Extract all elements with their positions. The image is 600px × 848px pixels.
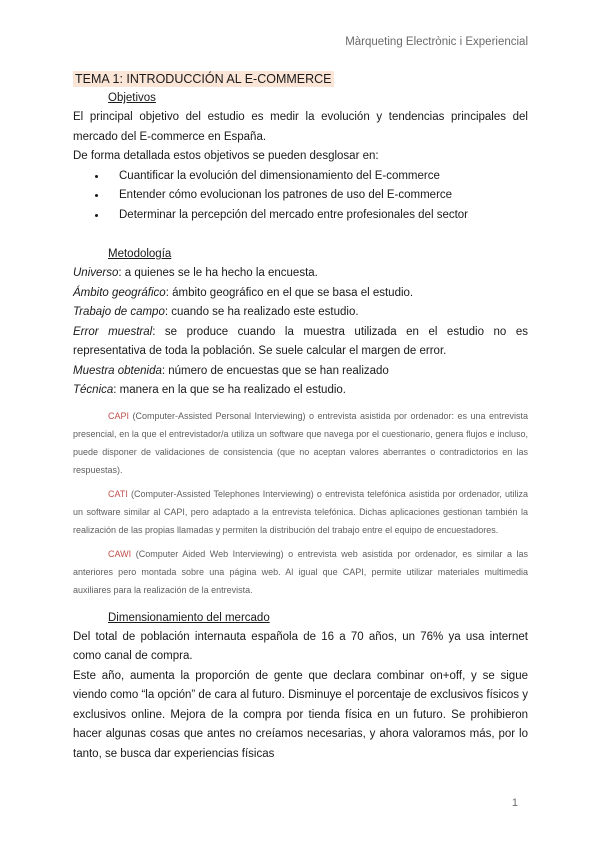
technique-acronym: CAPI [108, 410, 130, 421]
definition-term: Muestra obtenida [73, 364, 162, 377]
objetivos-lead: De forma detallada estos objetivos se pueden desglosar en: [73, 150, 379, 162]
technique-acronym: CATI [108, 488, 128, 499]
objetivos-list [73, 167, 528, 226]
list-item: • Determinar la percepción del mercado entre profesionales del sector [107, 206, 528, 226]
list-item: • Entender cómo evolucionan los patrones de uso del E-commerce [107, 186, 528, 206]
dimensionamiento-heading: Dimensionamiento del mercado [108, 611, 270, 624]
definition-muestra [73, 362, 528, 382]
definition-tecnica [73, 381, 528, 401]
page-number: 1 [511, 797, 518, 809]
definition-text: : se produce cuando la muestra utilizada en el estudio no es representativa de toda la población. Se suele calcular el margen de error. [73, 325, 528, 357]
definition-universo [73, 264, 528, 284]
definition-term: Error muestral [73, 325, 153, 338]
metodologia-heading: Metodología [108, 248, 172, 260]
definition-term: Universo [73, 267, 119, 279]
technique-text: (Computer-Assisted Personal Interviewing) o entrevista asistida por ordenador: es una entrevista presencial, en la que el entrevistador/a utiliza un software que navega por el cuestionario, genera flujos e incluso, puede disponer de validaciones de consistencia (que no aceptan valores aberrantes o contradictorios en las respuestas). [73, 410, 528, 475]
definition-term: Ámbito geográfico [73, 286, 166, 299]
definition-ambito [73, 284, 528, 304]
definition-text: : cuando se ha realizado este estudio. [164, 306, 359, 318]
definition-text: : número de encuestas que se han realizado [161, 364, 389, 377]
objetivos-intro: El principal objetivo del estudio es medir la evolución y tendencias principales del mercado del E-commerce en España. [73, 111, 528, 143]
technique-cawi [73, 545, 528, 599]
dimensionamiento-p1: Del total de población internauta española de 16 a 70 años, un 76% ya usa internet como canal de compra. [73, 630, 528, 662]
page-header: Màrqueting Electrònic i Experiencial [345, 36, 528, 48]
technique-text: (Computer-Assisted Telephones Interviewing) o entrevista telefónica asistida por ordenador, utiliza un software similar al CAPI, pero adaptado a la entrevista telefónica. Dichas aplicaciones gestionan también la realización de las propias llamadas y permiten la distribución del trabajo entre el equipo de encuestadores. [73, 488, 528, 535]
definition-text: : ámbito geográfico en el que se basa el estudio. [165, 286, 414, 299]
definition-term: Trabajo de campo [73, 306, 165, 318]
definition-term: Técnica [73, 384, 114, 396]
page-content [73, 70, 528, 764]
document-title: TEMA 1: INTRODUCCIÓN AL E-COMMERCE [75, 72, 332, 86]
objetivos-heading: Objetivos [108, 92, 156, 104]
definition-text: : manera en la que se ha realizado el estudio. [113, 384, 346, 396]
dimensionamiento-p2: Este año, aumenta la proporción de gente que declara combinar on+off, y se sigue viendo como “la opción” de cara al futuro. Disminuye el porcentaje de exclusivos físicos y exclusivos online. Mejora de la compra por tienda física en un futuro. Se prohibieron hacer algunas cosas que antes no creíamos necesarias, y ahora valoramos más, por lo tanto, se busca dar experiencias físicas [73, 669, 528, 760]
technique-acronym: CAWI [108, 548, 132, 559]
technique-text: (Computer Aided Web Interviewing) o entrevista web asistida por ordenador, es similar a las anteriores pero montada sobre una página web. Al igual que CAPI, permite utilizar materiales multimedia auxiliares para la realización de la entrevista. [73, 548, 528, 595]
technique-cati [73, 485, 528, 539]
definition-text: : a quienes se le ha hecho la encuesta. [118, 267, 318, 279]
technique-capi [73, 407, 528, 479]
list-item: • Cuantificar la evolución del dimensionamiento del E-commerce [107, 167, 528, 187]
definition-error [73, 323, 528, 362]
definition-trabajo [73, 303, 528, 323]
